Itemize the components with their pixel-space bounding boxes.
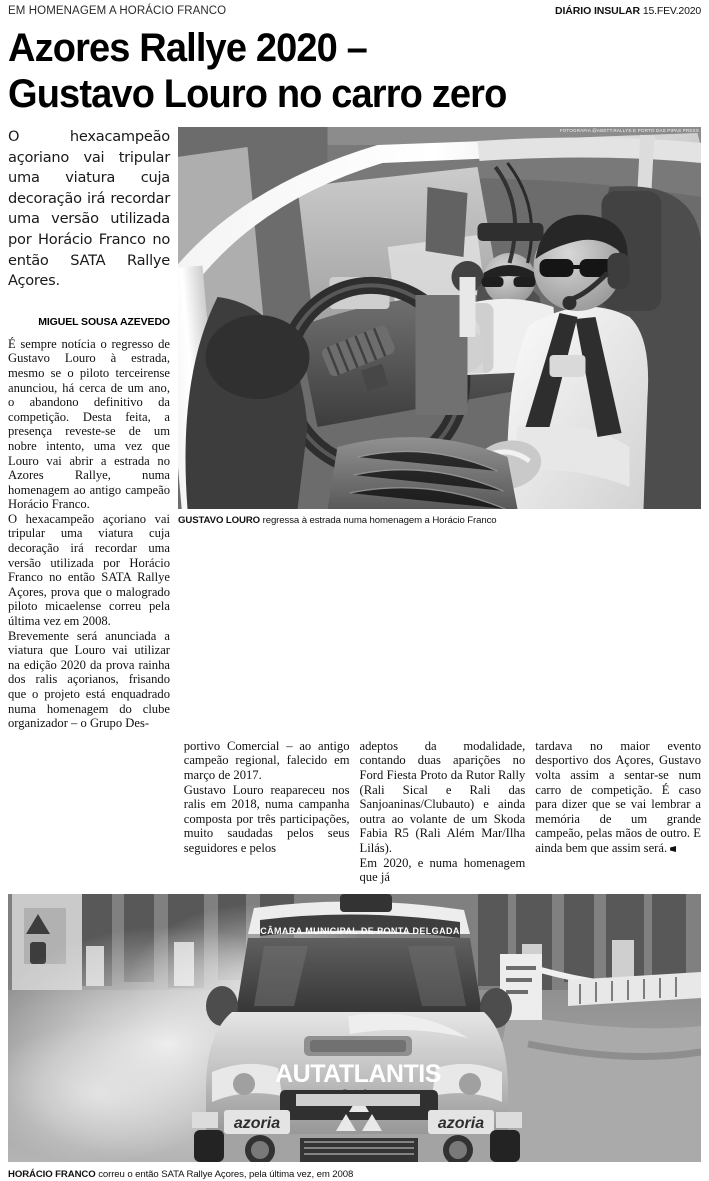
- masthead-info: [555, 5, 701, 17]
- end-of-article-mark: [670, 846, 676, 852]
- secondary-photo: [8, 894, 701, 1162]
- lead-photo-block: [178, 127, 701, 527]
- headline-line-1: Azores Rallye 2020 –: [8, 26, 367, 70]
- secondary-photo-caption: [8, 1162, 701, 1181]
- publication-date: 15.FEV.2020: [642, 5, 701, 17]
- caption-text: regressa à estrada numa homenagem a Horácio Franco: [262, 515, 497, 526]
- page-title: [8, 25, 666, 117]
- caption2-text: correu o então SATA Rallye Açores, pela última vez, em 2008: [98, 1168, 354, 1180]
- body-paragraph: portivo Comercial – ao antigo campeão regional, falecido em março de 2017.: [183, 738, 350, 782]
- byline: MIGUEL SOUSA AZEVEDO: [38, 315, 170, 328]
- secondary-photo-artwork: [8, 894, 701, 1162]
- body-column-2: [184, 739, 350, 856]
- car-sponsor-main-text: AUTATLANTIS: [275, 1059, 441, 1088]
- body-column-3: [360, 739, 526, 885]
- standfirst: O hexacampeão açoriano vai tripular uma viatura cuja decoração irá recordar uma versão utilizada por Horácio Franco no então SATA Rallye Açores.: [8, 128, 170, 290]
- body-paragraph: Gustavo Louro reapareceu nos ralis em 2018, numa campanha composta por três participações, muito saudadas pelos seus seguidores e pelos: [183, 782, 350, 855]
- body-column-1-continued: [8, 739, 174, 885]
- body-paragraph: É sempre notícia o regresso de Gustavo Louro à estrada, mesmo se o piloto terceirense anunciou, há cerca de um ano, o abandono definitivo da competição. Desta feita, a presença reveste-se de um nobre intento, uma vez que Louro vai abrir a estrada no Azores Rallye, numa homenagem ao antigo campeão Horácio Franco.: [8, 336, 170, 512]
- masthead: [8, 0, 701, 23]
- car-sponsor-right-text: azoria: [437, 1114, 485, 1132]
- caption-subject: GUSTAVO LOURO: [178, 515, 261, 526]
- photo-credit: FOTOGRAFIA @ABETT.RALLYS E PORTO DAS PIPAS PRESS: [559, 128, 699, 133]
- body-paragraph: Em 2020, e numa homenagem que já: [359, 855, 526, 885]
- caption2-subject: HORÁCIO FRANCO: [8, 1168, 96, 1180]
- lead-photo-artwork: [178, 127, 701, 509]
- section-kicker: EM HOMENAGEM A HORÁCIO FRANCO: [8, 5, 227, 17]
- body-paragraph: adeptos da modalidade, contando duas aparições no Ford Fiesta Proto da Rutor Rally (Rali Sical e Rali das Sanjoaninas/Clubauto) e ainda outra ao volante de um Skoda Fabia R5 (Rali Além Mar/Ilha Lilás).: [359, 738, 526, 855]
- publication-name: DIÁRIO INSULAR: [555, 5, 640, 17]
- article-body-columns: [8, 739, 701, 885]
- body-paragraph: O hexacampeão açoriano vai tripular uma viatura cuja decoração irá recordar uma versão utilizada por Horácio Franco no então SATA Rallye Açores, prova que o malogrado piloto micaelense correu pela última vez em 2008.: [8, 511, 170, 629]
- headline-line-2: Gustavo Louro no carro zero: [8, 72, 507, 116]
- body-paragraph: tardava no maior evento desportivo dos Açores, Gustavo volta assim a sentar-se num carro de competição. É caso para dizer que se vai lembrar a memória de um grande campeão, pelas mãos de outro. E ainda bem que assim será.: [535, 738, 701, 855]
- car-sponsor-left-text: azoria: [233, 1114, 281, 1132]
- lead-photo: [178, 127, 701, 509]
- body-paragraph: Brevemente será anunciada a viatura que Louro vai utilizar na edição 2020 da prova rainha dos ralis açorianos, frisando que o projeto está enquadrado numa homenagem do clube organizador – o Grupo Des-: [8, 628, 170, 731]
- left-column: [8, 127, 178, 731]
- windscreen-banner-text: CÂMARA MUNICIPAL DE PONTA DELGADA: [260, 925, 460, 936]
- body-column-4: [535, 739, 701, 856]
- body-column-1: [8, 337, 170, 731]
- upper-zone: [8, 127, 701, 731]
- lead-photo-caption: [178, 509, 701, 527]
